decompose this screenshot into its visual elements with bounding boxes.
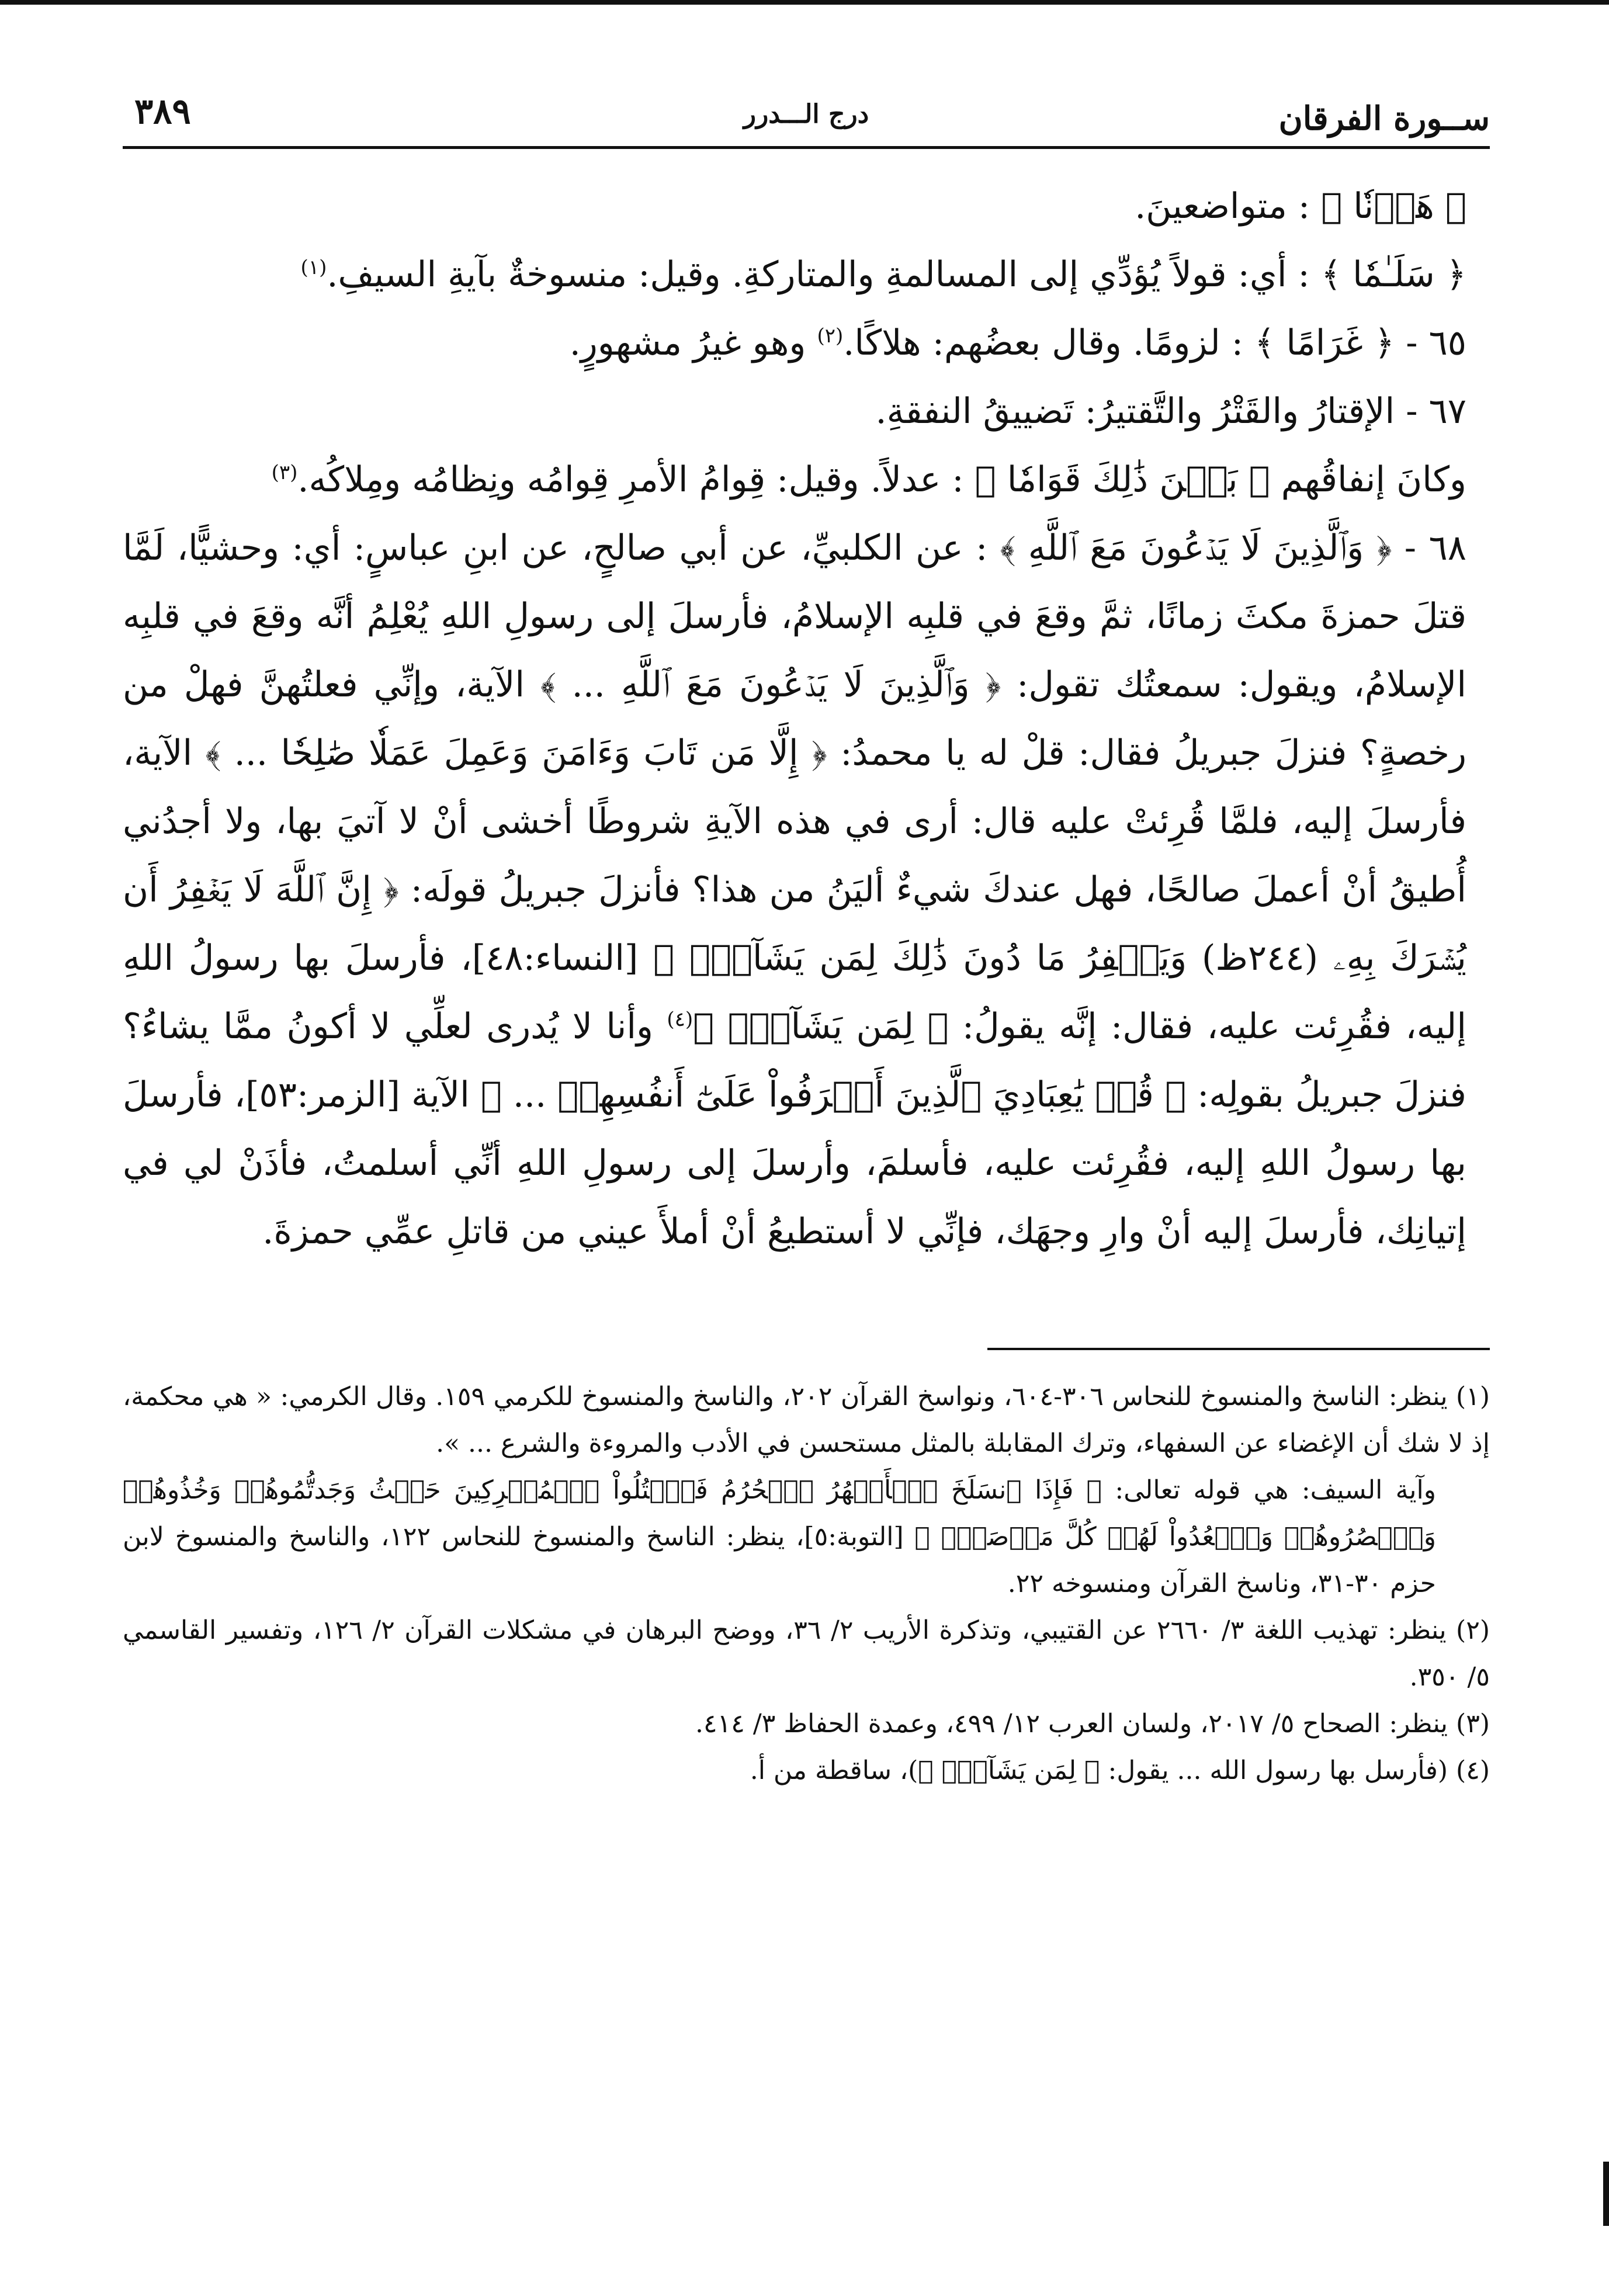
- paragraph: ﴿ سَلَـٰمٗا ﴾ : أي: قولاً يُؤدِّي إلى المسالمةِ والمتاركةِ. وقيل: منسوخةٌ بآيةِ السيفِ.$^{(١)}$: [300, 254, 1466, 295]
- footnote-marker: (٣): [271, 461, 298, 484]
- paragraph: ٦٨ - ﴿ وَٱلَّذِينَ لَا يَدۡعُونَ مَعَ ٱللَّهِ ﴾ : عن الكلبيِّ، عن أبي صالحٍ، عن ابنِ عباسٍ: أي: وحشيًّا، لَمَّا قتلَ حمزةَ مكثَ زمانًا، ثمَّ وقعَ في قلبِه الإسلامُ، فأرسلَ إلى رسولِ اللهِ يُعْلِمُ أنَّه وقعَ في قلبِه الإسلامُ، ويقول: سمعتُك تقول: ﴿ وَٱلَّذِينَ لَا يَدۡعُونَ مَعَ ٱللَّهِ ... ﴾ الآية، وإنِّي فعلتُهنَّ فهلْ من رخصةٍ؟ فنزلَ جبريلُ فقال: قلْ له يا محمدُ: ﴿ إِلَّا مَن تَابَ وَءَامَنَ وَعَمِلَ عَمَلٗا صَٰلِحٗا ... ﴾ الآية، فأرسلَ إليه، فلمَّا قُرِئتْ عليه قال: أرى في هذه الآيةِ شروطًا أخشى أنْ لا آتيَ بها، ولا أجدُني أُطيقُ أنْ أعملَ صالحًا، فهل عندكَ شيءٌ أليَنُ من هذا؟ فأنزلَ جبريلُ قولَه: ﴿ إِنَّ ٱللَّهَ لَا يَغۡفِرُ أَن يُشۡرَكَ بِهِۦ (٢٤٤ظ) وَيَغۡفِرُ مَا دُونَ ذَٰلِكَ لِمَن يَشَآءُۚ ﴾ [النساء:٤٨]، فأرسلَ بها رسولُ اللهِ إليه، فقُرِئت عليه، فقال: إنَّه يقولُ: ﴿ لِمَن يَشَآءُۚ ﴾$^{(٤)}$ وأنا لا يُدرى لعلِّي لا أكونُ ممَّا يشاءُ؟ فنزلَ جبريلُ بقولِه: ﴿ قُلۡ يَٰعِبَادِيَ ٱلَّذِينَ أَسۡرَفُواْ عَلَىٰٓ أَنفُسِهِمۡ ... ﴾ الآية [الزمر:٥٣]، فأرسلَ بها رسولُ اللهِ إليه، فقُرِئت عليه، فأسلمَ، وأرسلَ إلى رسولِ اللهِ أنِّي أسلمتُ، فأذَنْ لي في إتيانِك، فأرسلَ إليه أنْ وارِ وجهَك، فإنِّي لا أستطيعُ أنْ أملأَ عيني من قاتلِ عمِّي حمزةَ.: [123, 528, 1467, 1252]
- footnote: (٢) ينظر: تهذيب اللغة ٣/ ٢٦٦٠ عن القتيبي، وتذكرة الأريب ٢/ ٣٦، ووضح البرهان في مشكلات القرآن ٢/ ١٢٦، وتفسير القاسمي ٥/ ٣٥٠.: [123, 1615, 1490, 1692]
- main-text: [123, 172, 1490, 1266]
- footnote-marker: (١): [300, 256, 327, 279]
- paragraph: ٦٧ - الإقتارُ والقَتْرُ والتَّقتيرُ: تَضييقُ النفقةِ.: [875, 391, 1466, 432]
- footnote: وآية السيف: هي قوله تعالى: ﴿ فَإِذَا ٱنسَلَخَ ٱلۡأَشۡهُرُ ٱلۡحُرُمُ فَٱقۡتُلُواْ ٱلۡمُشۡرِكِينَ حَيۡثُ وَجَدتُّمُوهُمۡ وَخُذُوهُمۡ وَٱحۡصُرُوهُمۡ وَٱقۡعُدُواْ لَهُمۡ كُلَّ مَرۡصَدٖۚ ﴾ [التوبة:٥]، ينظر: الناسخ والمنسوخ للنحاس ١٢٢، والناسخ والمنسوخ لابن حزم ٣٠-٣١، وناسخ القرآن ومنسوخه ٢٢.: [123, 1475, 1437, 1598]
- paragraph: وكانَ إنفاقُهم ﴿ بَيۡنَ ذَٰلِكَ قَوَامٗا ﴾ : عدلاً. وقيل: قِوامُ الأمرِ قِوامُه ونِظامُه ومِلاكُه.$^{(٣)}$: [271, 459, 1466, 500]
- paragraph: ٦٥ - ﴿ غَرَامًا ﴾ : لزومًا. وقال بعضُهم: هلاكًا.$^{(٢)}$ وهو غيرُ مشهورٍ.: [569, 322, 1466, 363]
- page: [123, 82, 1490, 1794]
- paragraph: ﴿ هَوۡنٗا ﴾ : متواضعينَ.: [1135, 186, 1466, 227]
- book-title: درج الـــدرر: [743, 99, 869, 129]
- footnote: (٣) ينظر: الصحاح ٥/ ٢٠١٧، ولسان العرب ١٢/ ٤٩٩، وعمدة الحفاظ ٣/ ٤١٤.: [695, 1709, 1490, 1739]
- scan-edge-mark: [1603, 2162, 1609, 2226]
- footnote-marker: (٢): [817, 324, 844, 348]
- footnote: (١) ينظر: الناسخ والمنسوخ للنحاس ٣٠٦-٦٠٤، ونواسخ القرآن ٢٠٢، والناسخ والمنسوخ للكرمي ١٥٩. وقال الكرمي: « هي محكمة، إذ لا شك أن الإغضاء عن السفهاء، وترك المقابلة بالمثل مستحسن في الأدب والمروءة والشرع ... ».: [123, 1382, 1490, 1458]
- page-number: ٣٨٩: [134, 91, 191, 132]
- footnote-marker: (٤): [667, 1008, 693, 1031]
- footnotes: [123, 1374, 1490, 1794]
- running-header: [123, 82, 1490, 149]
- footnote-separator: [987, 1348, 1490, 1350]
- surah-title: ســورة الفرقان: [1278, 99, 1490, 138]
- top-border-line: [0, 0, 1609, 5]
- footnote: (٤) (فأرسل بها رسول الله ... يقول: ﴿ لِمَن يَشَآءُۚ ﴾)، ساقطة من أ.: [750, 1756, 1490, 1785]
